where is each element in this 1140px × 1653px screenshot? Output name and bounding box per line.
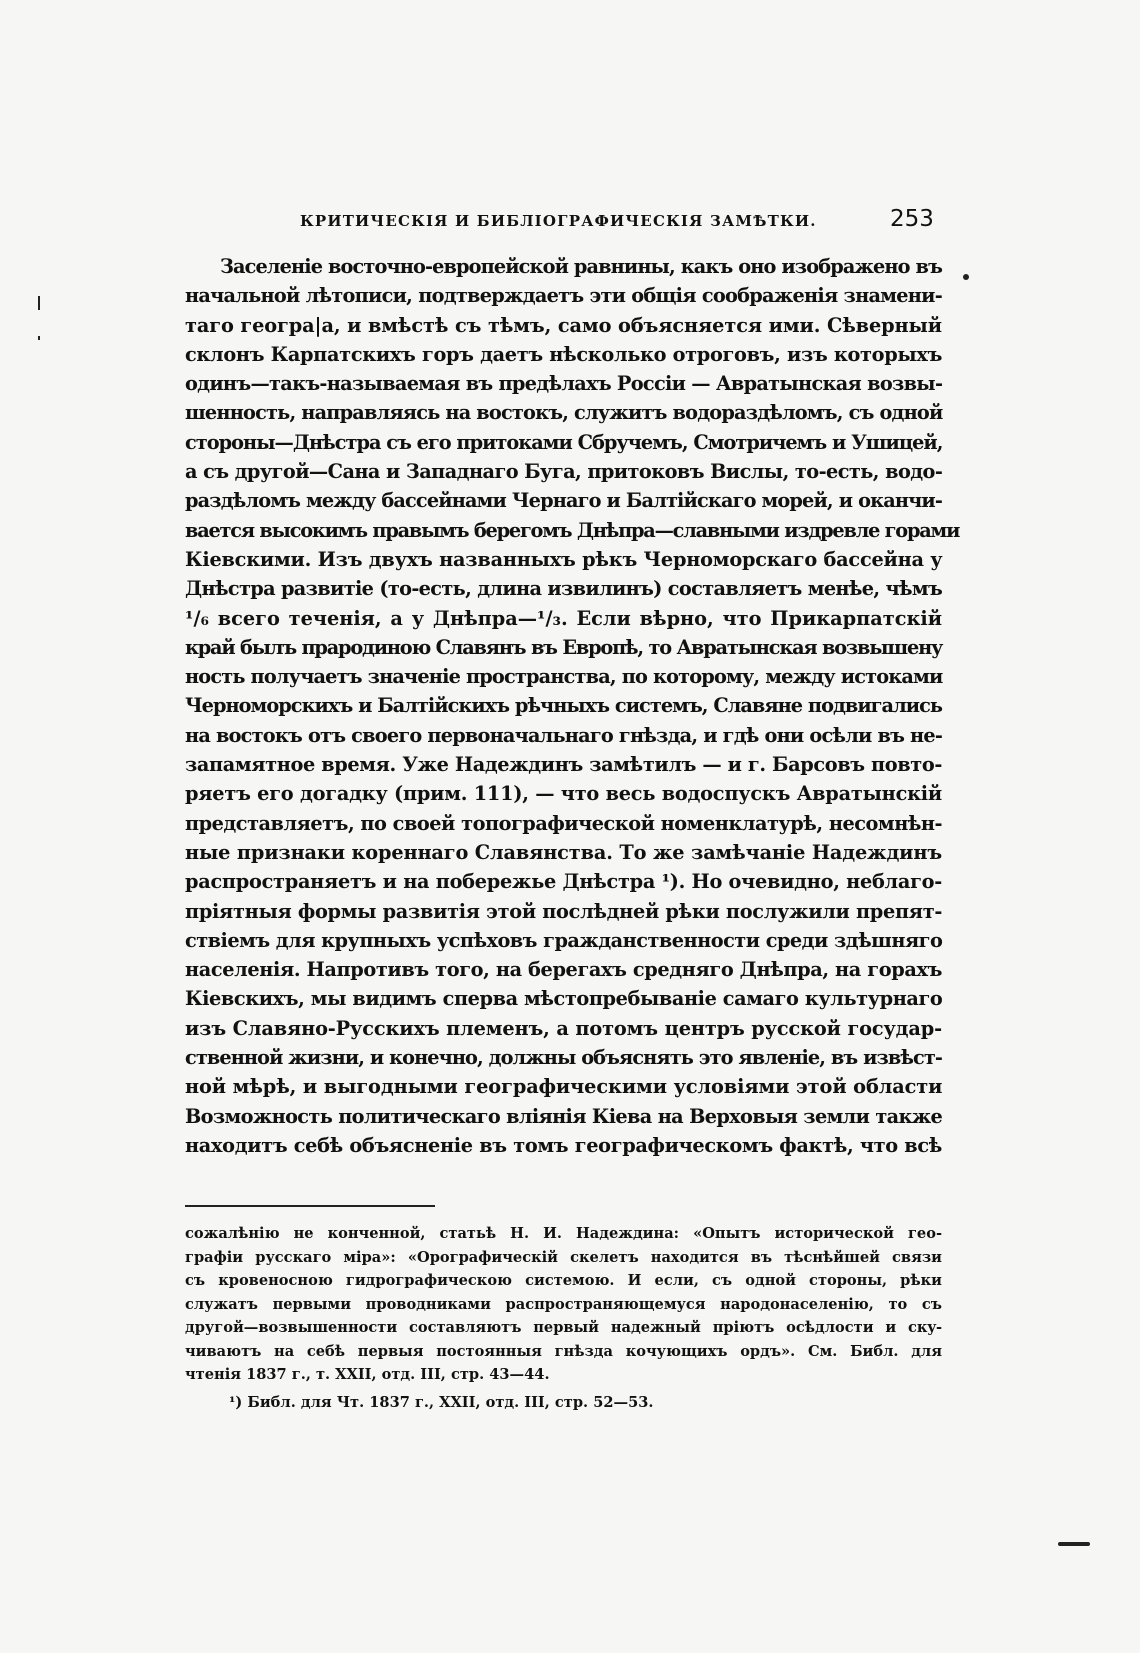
body-line: начальной лѣтописи, подтверждаетъ эти общія соображенія знамени- (185, 284, 942, 308)
body-line: на востокъ отъ своего первоначальнаго гнѣзда, и гдѣ они осѣли въ не- (185, 723, 943, 747)
body-line: ность получаетъ значеніе пространства, по которому, между истоками (185, 665, 943, 689)
body-line: населенія. Напротивъ того, на берегахъ средняго Днѣпра, на горахъ (185, 958, 942, 982)
body-line: ряетъ его догадку (прим. 111), — что весь водоспускъ Авратынскій (185, 782, 942, 806)
body-line: вается высокимъ правымъ берегомъ Днѣпра—славными издревле горами (185, 518, 960, 542)
body-line: а съ другой—Сана и Западнаго Буга, притоковъ Вислы, то-есть, водо- (185, 460, 943, 484)
scan-speck (38, 296, 40, 310)
footnote-line: чтенія 1837 г., т. XXII, отд. III, стр. 43—44. (185, 1366, 550, 1383)
body-line: таго геогра|а, и вмѣстѣ съ тѣмъ, само объясняется ими. Сѣверный (185, 313, 942, 337)
body-line: Кіевскихъ, мы видимъ сперва мѣстопребываніе самаго культурнаго (185, 987, 943, 1011)
body-line: ной мѣрѣ, и выгодными географическими условіями этой области (185, 1075, 943, 1099)
scan-speck (963, 274, 969, 280)
scan-speck (1058, 1542, 1090, 1546)
page-number: 253 (890, 206, 934, 232)
body-line: край былъ прародиною Славянъ въ Европѣ, то Авратынская возвышену (185, 635, 943, 659)
running-head: КРИТИЧЕСКІЯ И БИБЛІОГРАФИЧЕСКІЯ ЗАМѢТКИ. (300, 212, 817, 230)
footnotes (185, 1222, 942, 1414)
body-line: склонъ Карпатскихъ горъ даетъ нѣсколько отроговъ, изъ которыхъ (185, 342, 943, 366)
body-line: ствіемъ для крупныхъ успѣховъ гражданственности среди здѣшняго (185, 928, 943, 952)
body-line: изъ Славяно-Русскихъ племенъ, а потомъ центръ русской государ- (185, 1016, 942, 1040)
body-line: ные признаки кореннаго Славянства. То же замѣчаніе Надеждинъ (185, 840, 942, 864)
body-text (185, 252, 960, 1160)
body-line: представляетъ, по своей топографической номенклатурѣ, несомнѣн- (185, 811, 943, 835)
body-line: Днѣстра развитіе (то-есть, длина извилинъ) составляетъ менѣе, чѣмъ (185, 577, 943, 601)
body-line: Черноморскихъ и Балтійскихъ рѣчныхъ системъ, Славяне подвигались (185, 694, 942, 718)
body-line: распространяетъ и на побережье Днѣстра ¹). Но очевидно, неблаго- (185, 870, 942, 894)
body-line: находитъ себѣ объясненіе въ томъ географическомъ фактѣ, что всѣ (185, 1133, 942, 1157)
body-line: ственной жизни, и конечно, должны объяснять это явленіе, въ извѣст- (185, 1046, 942, 1070)
body-line: раздѣломъ между бассейнами Чернаго и Балтійскаго морей, и оканчи- (185, 489, 942, 513)
footnote-line: другой—возвышенности составляютъ первый надежный пріютъ осѣдлости и скy- (185, 1319, 942, 1336)
body-line: запамятное время. Уже Надеждинъ замѣтилъ — и г. Барсовъ повто- (185, 753, 942, 777)
footnote-line: служатъ первыми проводниками распространяющемуся народонаселенію, то съ (185, 1295, 942, 1313)
body-line: шенность, направляясь на востокъ, служитъ водораздѣломъ, съ одной (185, 401, 943, 425)
scan-speck (38, 336, 40, 340)
body-line: Возможность политическаго вліянія Кіева на Верховыя земли также (185, 1104, 943, 1128)
footnote-line: съ кровеносною гидрографическою системою. И если, съ одной стороны, рѣки (185, 1272, 942, 1289)
body-line: Кіевскими. Изъ двухъ названныхъ рѣкъ Черноморскаго бассейна у (185, 547, 943, 571)
footnote-2: ¹) Библ. для Чт. 1837 г., XXII, отд. III, стр. 52—53. (229, 1393, 654, 1411)
footnote-line: чиваютъ на себѣ первыя постоянныя гнѣзда кочующихъ ордъ». См. Библ. для (185, 1342, 942, 1360)
body-line: пріятныя формы развитія этой послѣдней рѣки послужили препят- (185, 899, 943, 923)
footnote-line: графіи русскаго міра»: «Орографическій скелетъ находится въ тѣснѣйшей связи (185, 1248, 942, 1266)
footnote-rule (185, 1205, 435, 1207)
body-line: стороны—Днѣстра съ его притоками Сбручемъ, Смотричемъ и Ушицей, (185, 430, 943, 454)
body-line: ¹/₆ всего теченія, а у Днѣпра—¹/₃. Если вѣрно, что Прикарпатскій (185, 606, 942, 630)
footnote-line: сожалѣнію не конченной, статьѣ Н. И. Надеждина: «Опытъ исторической гео- (185, 1225, 942, 1242)
body-line: одинъ—такъ-называемая въ предѣлахъ Россіи — Авратынская возвы- (185, 372, 943, 396)
body-line: Заселеніе восточно-европейской равнины, какъ оно изображено въ (220, 255, 942, 278)
